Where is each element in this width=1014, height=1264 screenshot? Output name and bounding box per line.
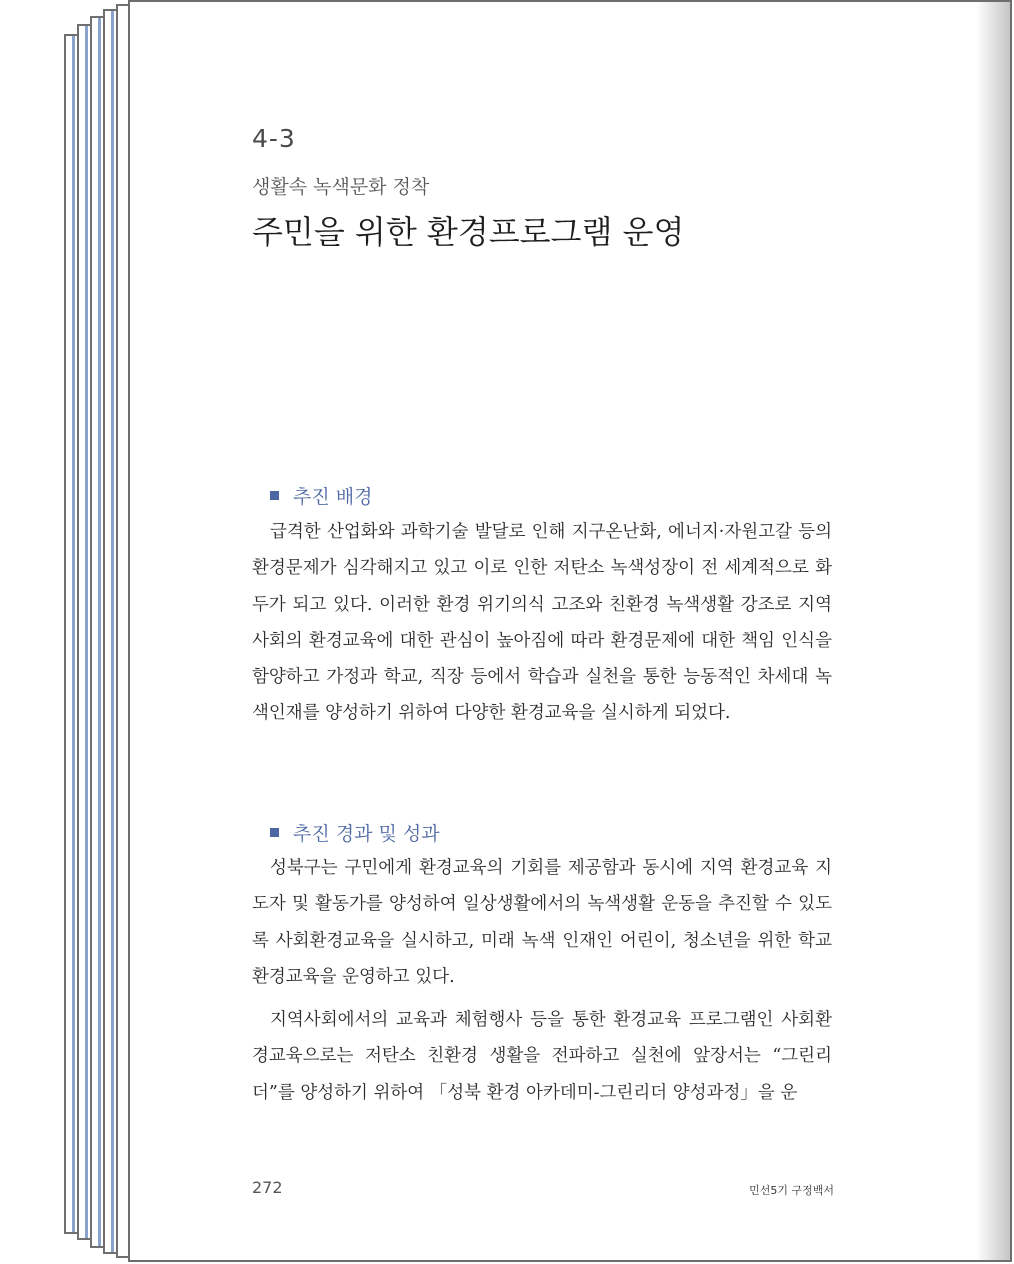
section-number: 4-3 (252, 124, 296, 153)
paragraph: 급격한 산업화와 과학기술 발달로 인해 지구온난화, 에너지·자원고갈 등의 환경문제가 심각해지고 있고 이로 인한 저탄소 녹색성장이 전 세계적으로 화두가 되고 있다. 이러한 환경 위기의식 고조와 친환경 녹색생활 강조로 지역사회의 환경교육에 대한 관심이 높아짐에 따라 환경문제에 대한 책임 인식을 함양하고 가정과 학교, 직장 등에서 학습과 실천을 통한 능동적인 차세대 녹색인재를 양성하기 위하여 다양한 환경교육을 실시하게 되었다. (252, 522, 832, 724)
paragraph: 지역사회에서의 교육과 체험행사 등을 통한 환경교육 프로그램인 사회환경교육으로는 저탄소 친환경 생활을 전파하고 실천에 앞장서는 “그린리더”를 양성하기 위하여 「성북 환경 아카데미-그린리더 양성과정」을 운 (252, 1010, 832, 1103)
book-title: 민선5기 구정백서 (749, 1184, 834, 1197)
page-number: 272 (252, 1178, 283, 1197)
heading-label: 추진 배경 (293, 486, 373, 508)
book-page (128, 0, 1012, 1262)
heading-label: 추진 경과 및 성과 (293, 823, 440, 845)
square-bullet-icon (270, 828, 279, 837)
heading-background (270, 482, 372, 509)
heading-progress (270, 819, 440, 846)
square-bullet-icon (270, 491, 279, 500)
paragraph: 성북구는 구민에게 환경교육의 기회를 제공함과 동시에 지역 환경교육 지도자 및 활동가를 양성하여 일상생활에서의 녹색생활 운동을 추진할 수 있도록 사회환경교육을 실시하고, 미래 녹색 인재인 어린이, 청소년을 위한 학교환경교육을 운영하고 있다. (252, 858, 832, 987)
section-subtitle: 생활속 녹색문화 정착 (252, 176, 430, 198)
page-shadow (976, 2, 1010, 1260)
section-title: 주민을 위한 환경프로그램 운영 (252, 213, 685, 251)
